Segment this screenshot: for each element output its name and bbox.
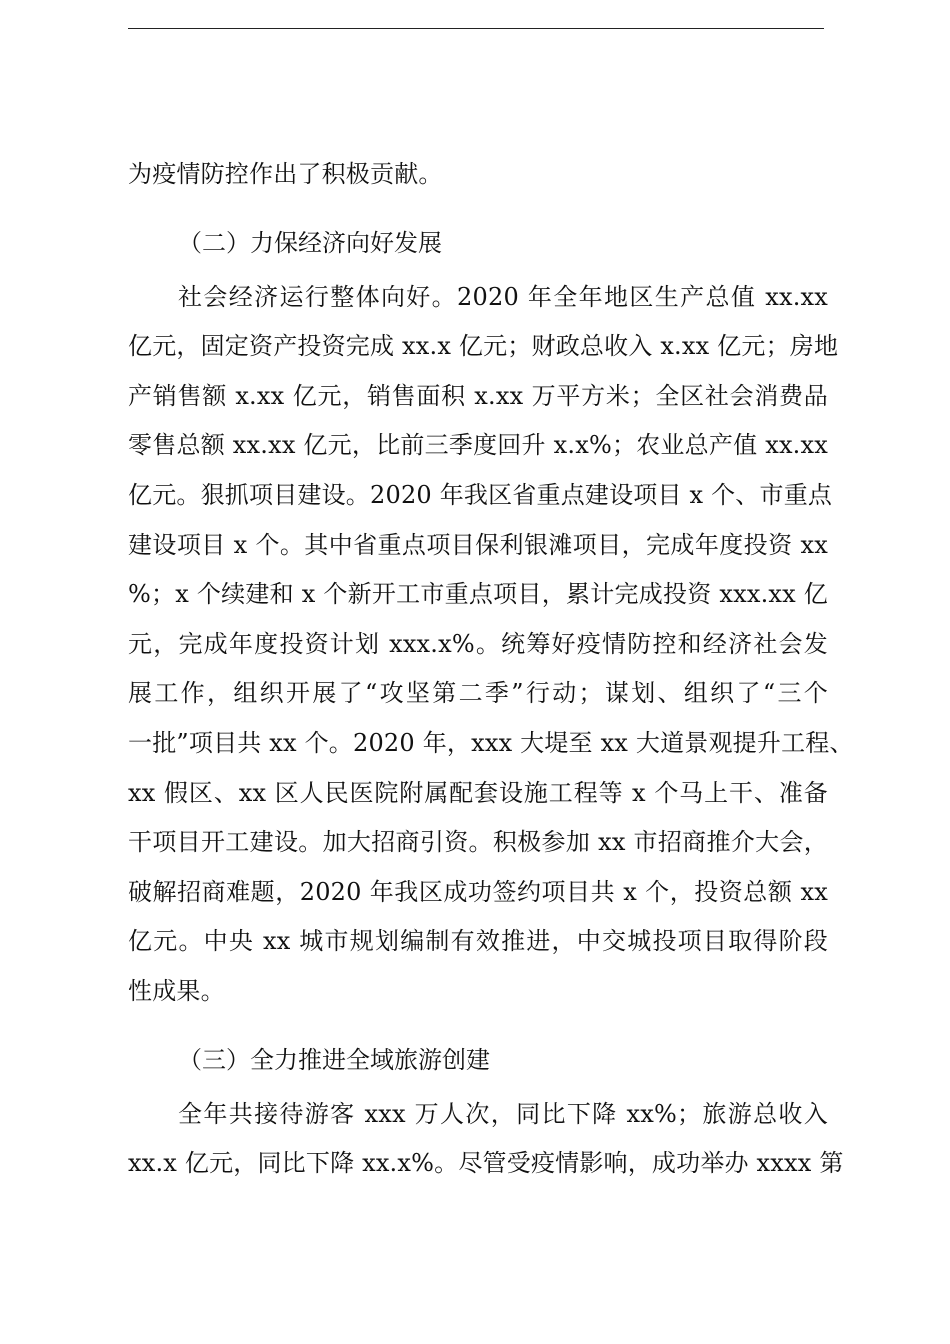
section-heading-2: （二）力保经济向好发展 xyxy=(178,228,442,257)
paragraph-line: 产销售额 x.xx 亿元，销售面积 x.xx 万平方米；全区社会消费品 xyxy=(128,381,828,410)
paragraph-line: xx 假区、xx 区人民医院附属配套设施工程等 x 个马上干、准备 xyxy=(128,778,828,807)
spacing xyxy=(128,200,828,213)
paragraph-line: 亿元。中央 xx 城市规划编制有效推进，中交城投项目取得阶段 xyxy=(128,927,828,956)
paragraph-line: 元，完成年度投资计划 xxx.x%。统筹好疫情防控和经济社会发 xyxy=(128,629,828,658)
paragraph-line: 一批”项目共 xx 个。2020 年，xxx 大堤至 xx 大道景观提升工程、 xyxy=(128,728,854,757)
paragraph-line: 亿元，固定资产投资完成 xx.x 亿元；财政总收入 x.xx 亿元；房地 xyxy=(128,332,839,361)
section-heading-3: （三）全力推进全域旅游创建 xyxy=(178,1045,490,1074)
paragraph-line: 建设项目 x 个。其中省重点项目保利银滩项目，完成年度投资 xx xyxy=(128,530,828,559)
paragraph-line: 性成果。 xyxy=(128,976,225,1005)
paragraph-line: 亿元。狠抓项目建设。2020 年我区省重点建设项目 x 个、市重点 xyxy=(128,480,833,509)
paragraph-line: 干项目开工建设。加大招商引资。积极参加 xx 市招商推介大会， xyxy=(128,828,828,857)
paragraph-line: 全年共接待游客 xxx 万人次，同比下降 xx%；旅游总收入 xyxy=(178,1099,828,1128)
paragraph-line: 零售总额 xx.xx 亿元，比前三季度回升 x.x%；农业总产值 xx.xx xyxy=(128,431,828,460)
header-rule xyxy=(128,28,824,29)
paragraph-line: 为疫情防控作出了积极贡献。 xyxy=(128,160,443,188)
paragraph-line: 社会经济运行整体向好。2020 年全年地区生产总值 xx.xx xyxy=(178,282,828,311)
spacing xyxy=(128,1017,828,1030)
paragraph-line: 展工作，组织开展了“攻坚第二季”行动；谋划、组织了“三个 xyxy=(128,679,828,708)
body-text xyxy=(128,150,854,1189)
paragraph-line: 破解招商难题，2020 年我区成功签约项目共 x 个，投资总额 xx xyxy=(128,877,828,906)
paragraph-line: xx.x 亿元，同比下降 xx.x%。尽管受疫情影响，成功举办 xxxx 第 xyxy=(128,1149,844,1178)
paragraph-line: %；x 个续建和 x 个新开工市重点项目，累计完成投资 xxx.xx 亿 xyxy=(128,580,828,609)
